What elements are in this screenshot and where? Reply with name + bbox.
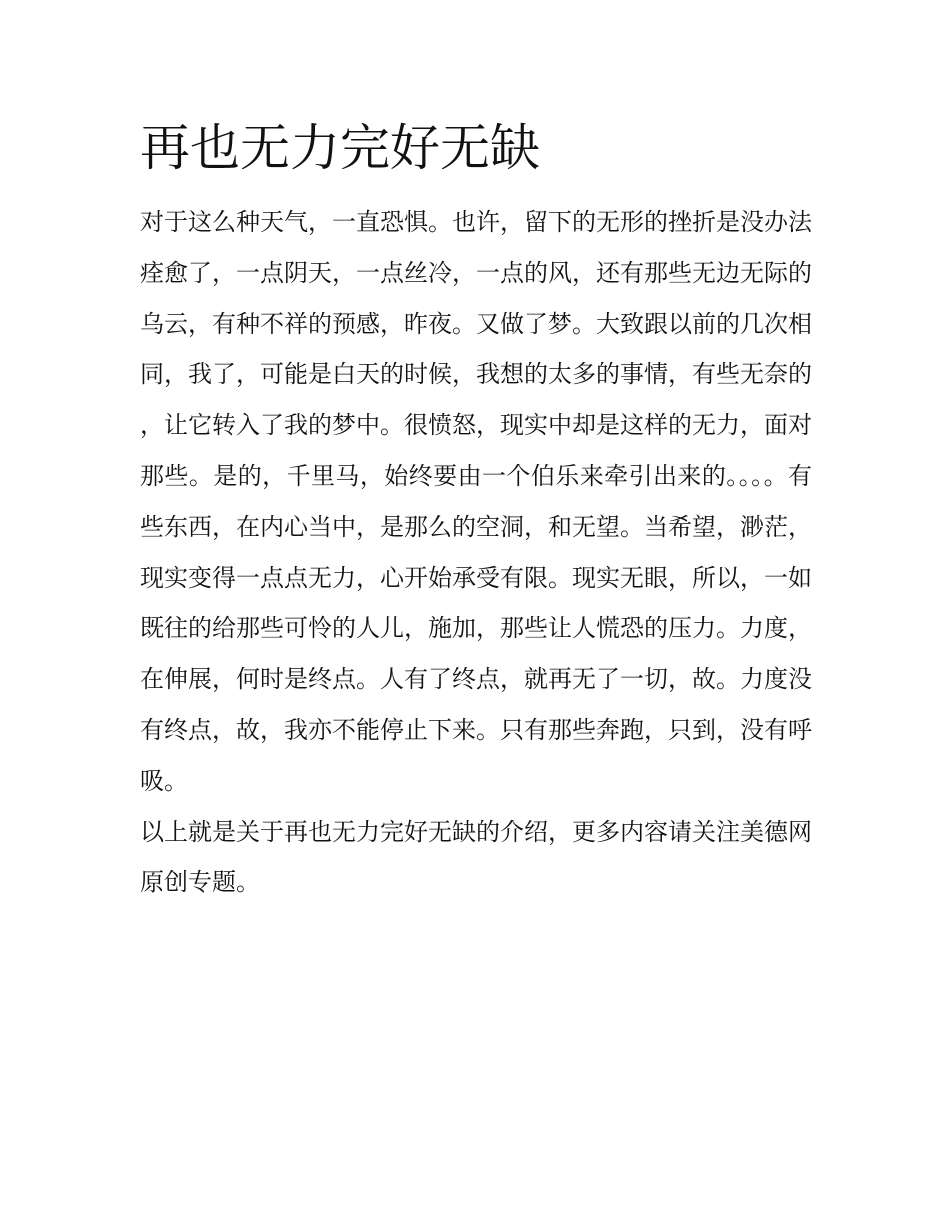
document-body	[140, 197, 812, 908]
document-title: 再也无力完好无缺	[140, 119, 540, 177]
body-paragraph-footer-note: 以上就是关于再也无力完好无缺的介绍，更多内容请关注美德网原创专题。	[140, 817, 812, 897]
body-paragraph-essay: 对于这么种天气，一直恐惧。也许，留下的无形的挫折是没办法痊愈了，一点阴天，一点丝冷，一点的风，还有那些无边无际的乌云，有种不祥的预感，昨夜。又做了梦。大致跟以前的几次相同，我了，可能是白天的时候，我想的太多的事情，有些无奈的，让它转入了我的梦中。很愤怒，现实中却是这样的无力，面对那些。是的，千里马，始终要由一个伯乐来牵引出来的。。。。有些东西，在内心当中，是那么的空洞，和无望。当希望，渺茫，现实变得一点点无力，心开始承受有限。现实无眼，所以，一如既往的给那些可怜的人儿，施加，那些让人慌恐的压力。力度，在伸展，何时是终点。人有了终点，就再无了一切，故。力度没有终点，故，我亦不能停止下来。只有那些奔跑，只到，没有呼吸。	[140, 208, 812, 795]
